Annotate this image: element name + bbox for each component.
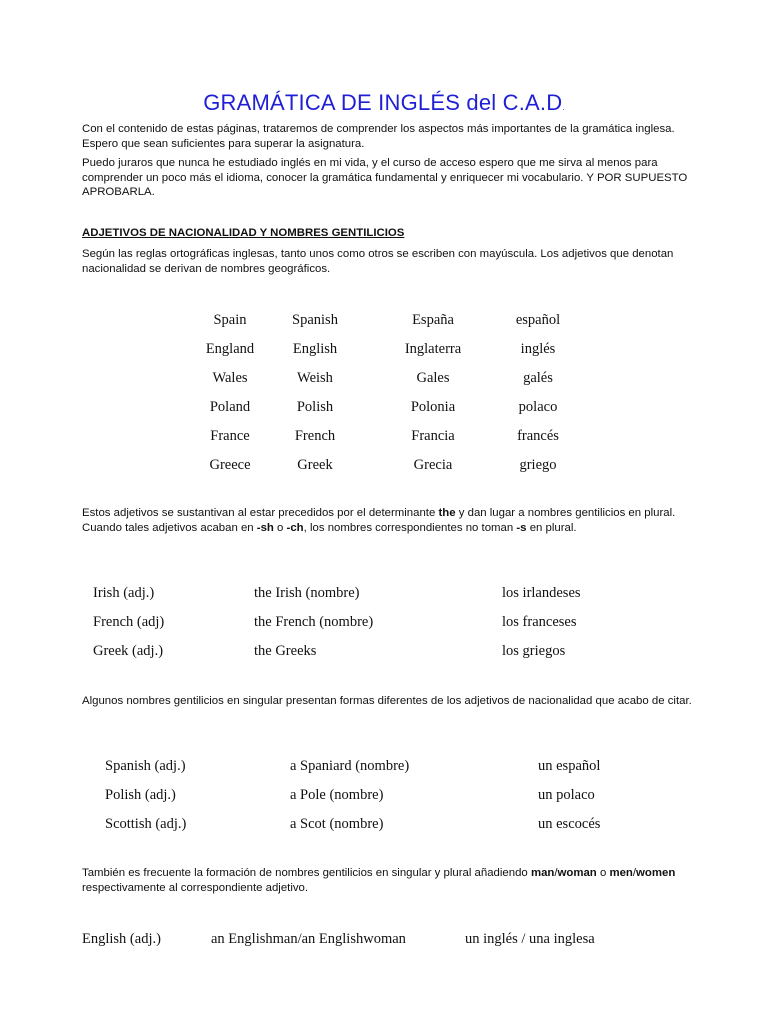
table-cell: un español	[538, 758, 601, 774]
table-cell: the Irish (nombre)	[254, 585, 360, 601]
table-cell: Inglaterra	[404, 341, 462, 357]
table-cell: the French (nombre)	[254, 614, 374, 630]
table-cell: Polonia	[410, 399, 456, 415]
table-cell: Polish	[296, 399, 334, 415]
table-cell: Francia	[411, 428, 455, 444]
table-cell: England	[205, 341, 255, 357]
title-text: GRAMÁTICA DE INGLÉS del C.A.D	[203, 90, 563, 115]
table-cell: a Scot (nombre)	[290, 816, 384, 832]
intro-paragraph-2: Puedo juraros que nunca he estudiado inglés en mi vida, y el curso de acceso espero que me sirva al menos para comprender un poco más el idioma, conocer la gramática fundamental y enriquecer mi vocabulario. Y POR SUPUESTO APROBARLA.	[82, 157, 688, 198]
table-cell: los franceses	[502, 614, 577, 630]
table-cell: Gales	[416, 370, 450, 386]
table-cell: a Pole (nombre)	[290, 787, 384, 803]
table-cell: Polish (adj.)	[105, 787, 176, 803]
section-heading: ADJETIVOS DE NACIONALIDAD Y NOMBRES GENTILICIOS	[82, 227, 405, 239]
table-cell: España	[412, 312, 454, 328]
table-cell: Greece	[209, 457, 251, 473]
table-cell: un inglés / una inglesa	[465, 931, 595, 947]
table-cell: francés	[517, 428, 559, 444]
table-cell: Greek (adj.)	[93, 643, 164, 659]
table-cell: English	[292, 341, 338, 357]
table-cell: an Englishman/an Englishwoman	[211, 931, 406, 947]
table-cell: the Greeks	[254, 643, 317, 659]
table-cell: Grecia	[413, 457, 453, 473]
section-intro: Según las reglas ortográficas inglesas, tanto unos como otros se escriben con mayúscula. Los adjetivos que denotan nacionalidad se derivan de nombres geográficos.	[82, 248, 674, 275]
table-cell: Spanish	[292, 312, 338, 328]
table-cell: griego	[519, 457, 557, 473]
table-cell: un polaco	[538, 787, 595, 803]
page-title	[0, 90, 768, 116]
man-woman-paragraph: También es frecuente la formación de nombres gentilicios en singular y plural añadiendo man/woman o men/women respectivamente al correspondiente adjetivo.	[82, 867, 676, 894]
table-cell: Wales	[212, 370, 248, 386]
table-cell: French (adj)	[93, 614, 165, 630]
intro-paragraph-1: Con el contenido de estas páginas, trataremos de comprender los aspectos más importantes de la gramática inglesa. Espero que sean suficientes para superar la asignatura.	[82, 123, 675, 150]
table-cell: Weish	[297, 370, 333, 386]
table-cell: un escocés	[538, 816, 601, 832]
table-cell: galés	[523, 370, 553, 386]
table-cell: Spain	[213, 312, 247, 328]
table-cell: Scottish (adj.)	[105, 816, 187, 832]
plural-paragraph: Estos adjetivos se sustantivan al estar precedidos por el determinante the y dan lugar a nombres gentilicios en plural. Cuando tales adjetivos acaban en -sh o -ch, los nombres correspondientes no toman -s en plural.	[82, 507, 676, 534]
table-cell: Poland	[209, 399, 251, 415]
table-cell: France	[210, 428, 250, 444]
table-cell: español	[515, 312, 561, 328]
table-cell: inglés	[520, 341, 556, 357]
singular-paragraph: Algunos nombres gentilicios en singular presentan formas diferentes de los adjetivos de nacionalidad que acabo de citar.	[82, 695, 692, 707]
table-cell: Irish (adj.)	[93, 585, 155, 601]
table-cell: los griegos	[502, 643, 566, 659]
table-cell: a Spaniard (nombre)	[290, 758, 410, 774]
table-cell: Spanish (adj.)	[105, 758, 186, 774]
table-cell: Greek	[297, 457, 333, 473]
table-cell: polaco	[518, 399, 558, 415]
table-cell: French	[294, 428, 336, 444]
table-cell: English (adj.)	[82, 931, 161, 947]
table-cell: los irlandeses	[502, 585, 581, 601]
title-dot: .	[562, 103, 565, 112]
